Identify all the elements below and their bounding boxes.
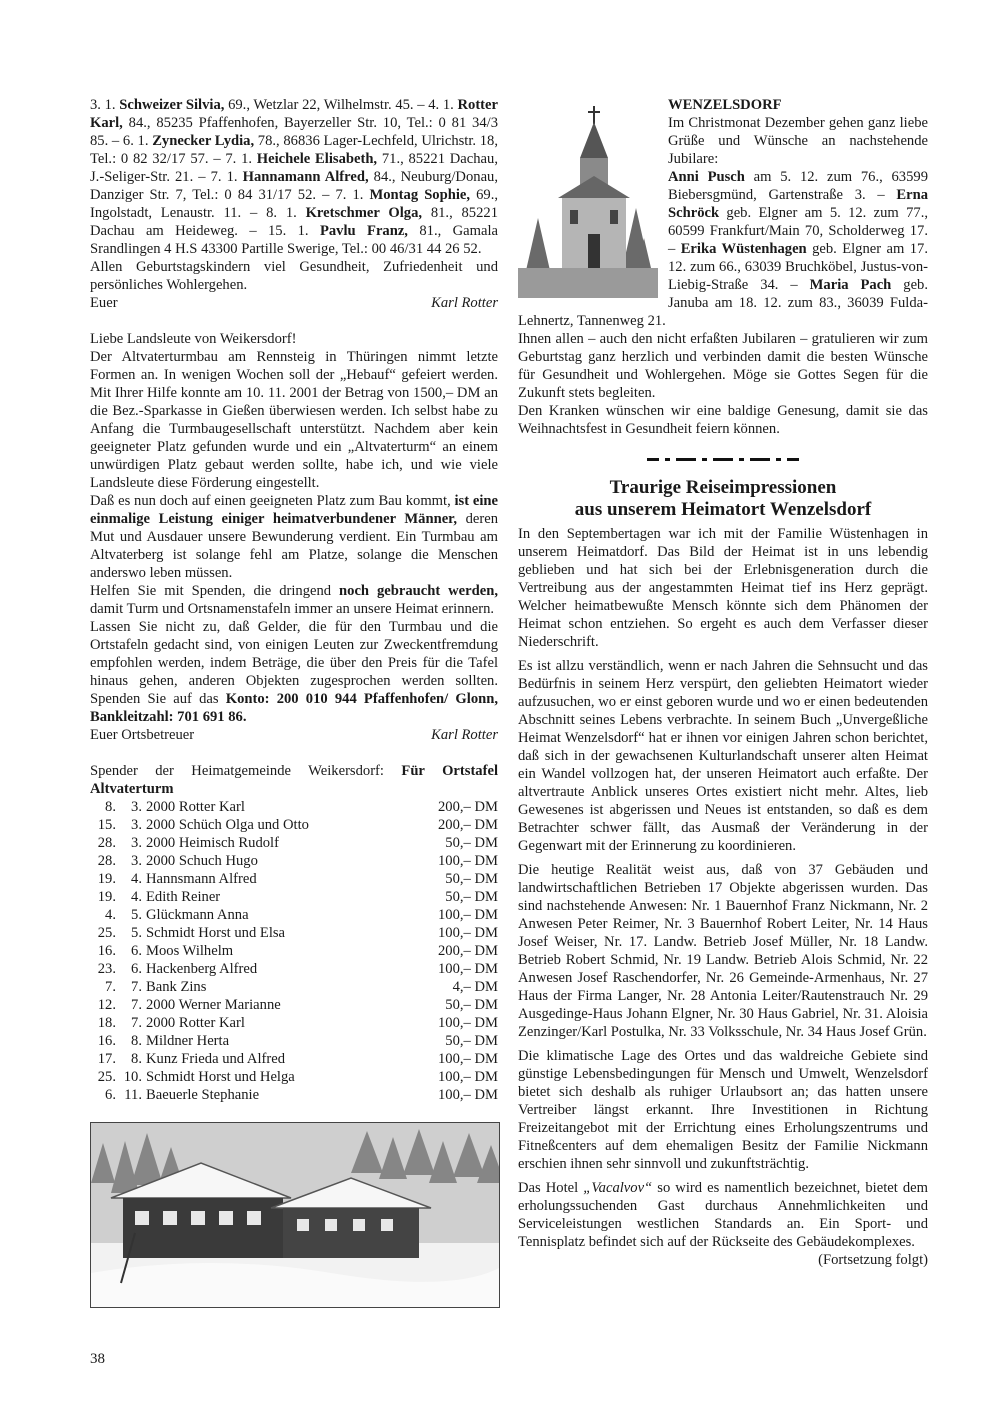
donor-amount: 50,– DM [445,889,498,905]
donor-amount: 50,– DM [445,997,498,1013]
article-title-line-1: Traurige Reiseimpressionen [609,477,837,498]
donor-month: 6. [131,943,142,959]
donor-row [90,996,498,1014]
article-title-line-2: aus unserem Heimatort Wenzelsdorf [574,499,872,520]
letter-paragraph-2: Daß es nun doch auf einen geeigneten Platz zum Bau kommt, ist eine einmalige Leistung einiger heimatverbundener Männer, deren Mut und Ausdauer unsere Bewunderung verdient. Ein Turmbau am Altvaterberg ist solange fehl am Platze, solange die Menschen anderswo leben müssen. [90,493,499,581]
donor-day: 25. [97,925,116,941]
article-paragraph-5: Das Hotel „Vacalvov“ so wird es namentlich bezeichnet, bietet dem erholungssuchenden Gast durchaus Annehmlichkeiten und Serviceleistungen westlichen Standards an. Ein Sport- und Tennisplatz befindet sich auf der Rückseite des Gebäudekomplexes. [518,1180,928,1250]
donor-row [90,1086,498,1104]
donor-name: Kunz Frieda und Alfred [146,1051,286,1067]
donor-amount: 200,– DM [438,799,498,815]
donor-amount: 100,– DM [438,1069,498,1085]
donor-month: 8. [131,1051,142,1067]
donor-amount: 100,– DM [438,1087,498,1103]
signature-1-left: Euer [90,295,118,311]
donor-row [90,1068,498,1086]
donor-day: 23. [97,961,116,977]
donor-name: Edith Reiner [146,889,221,905]
donor-day: 19. [97,889,116,905]
signature-1 [90,294,498,312]
donor-name: 2000 Rotter Karl [146,799,245,815]
donor-month: 3. [131,817,142,833]
donor-month: 3. [131,853,142,869]
donors-intro: Spender der Heimatgemeinde Weikersdorf: Für Ortstafel Altvaterturm [90,763,498,797]
donor-day: 28. [97,853,116,869]
donor-name: Schmidt Horst und Helga [146,1069,295,1085]
donor-row [90,906,498,924]
donor-row [90,942,498,960]
donor-name: 2000 Rotter Karl [146,1015,245,1031]
donor-name: 2000 Schüch Olga und Otto [146,817,309,833]
donor-amount: 200,– DM [438,943,498,959]
donor-amount: 100,– DM [438,1015,498,1031]
donor-day: 8. [105,799,116,815]
donor-amount: 4,– DM [452,979,498,995]
page-number: 38 [90,1351,105,1367]
donor-day: 19. [97,871,116,887]
donor-day: 15. [97,817,116,833]
donor-amount: 50,– DM [445,1033,498,1049]
donor-row [90,834,498,852]
donor-row [90,960,498,978]
donor-month: 3. [131,799,142,815]
article-title [518,477,928,521]
church-photo [518,98,658,298]
section-heading-wenzelsdorf: WENZELSDORF [668,97,782,113]
continued-note: (Fortsetzung folgt) [818,1252,928,1268]
donor-row [90,852,498,870]
donor-month: 3. [131,835,142,851]
donor-day: 16. [97,1033,116,1049]
donor-day: 28. [97,835,116,851]
letter-paragraph-3: Helfen Sie mit Spenden, die dringend noch gebraucht werden, damit Turm und Ortsnamenstafeln immer an unsere Heimat erinnern. [90,583,498,617]
donor-amount: 50,– DM [445,835,498,851]
donor-row [90,798,498,816]
article-paragraph-3: Die heutige Realität weist aus, daß von 37 Gebäuden und landwirtschaftlichen Betrieben 17 Objekte abgerissen wurden. Das sind nachstehende Anwesen: Nr. 1 Bauernhof Franz Nickmann, Nr. 2 Anwesen Peter Reimer, Nr. 3 Bauernhof Robert Leiter, Nr. 14 Haus Josef Weiser, Nr. 17. Landw. Betrieb Josef Müller, Nr. 18 Landw. Betrieb Robert Schmid, Nr. 19 Landw. Betrieb Alois Schmid, Nr. 22 Anwesen Josef Raschendorfer, Nr. 26 Gemeinde-Armenhaus, Nr. 27 Haus der Firma Langer, Nr. 28 Antonia Leiter/Rautenstrauch Nr. 29 Ausgedinge-Haus Johann Elgner, Nr. 30 Haus Gabriel, Nr. 31. Aloisia Zenzinger/Karl Postulka, Nr. 33 Volksschule, Nr. 34 Haus Josef Grün. [518,862,928,1040]
letter-greeting: Liebe Landsleute von Weikersdorf! [90,331,297,347]
donor-month: 6. [131,961,142,977]
donor-day: 17. [97,1051,116,1067]
donor-name: Baeuerle Stephanie [146,1087,260,1103]
left-column [90,96,498,1313]
donor-day: 18. [97,1015,116,1031]
donor-month: 4. [131,871,142,887]
donor-name: 2000 Schuch Hugo [146,853,258,869]
donor-month: 7. [131,997,142,1013]
donor-month: 8. [131,1033,142,1049]
donor-amount: 100,– DM [438,853,498,869]
donor-name: Mildner Herta [146,1033,230,1049]
article-paragraph-2: Es ist allzu verständlich, wenn er nach Jahren die Sehnsucht und das Bedürfnis in seinem Herz verspürt, den geliebten Heimatort wieder aufzusuchen, wo er einst geboren wurde und wo er einen bedeutenden Abschnitt seines Lebens verbrachte. In seinem Buch „Unvergeßliche Heimat Wenzelsdorf“ hat er ihnen vor einigen Jahren schon berichtet, daß sich in der gewachsenen Kulturlandschaft unserer alten Heimat ein Wandel vollzogen hat, der unseren Heimatort auch erfaßte. Der altvertraute Anblick unseres Ortes existiert nicht mehr. Altes, lieb Gewesenes ist abgerissen und Neues ist entstanden, so daß es dem Betrachter schwer fällt, das Ausmaß der Veränderung in der Gegenwart mit der Erinnerung zu koordinieren. [518,658,928,854]
donor-name: Bank Zins [146,979,207,995]
donor-day: 6. [105,1087,116,1103]
donor-name: Schmidt Horst und Elsa [146,925,286,941]
donor-amount: 200,– DM [438,817,498,833]
donor-amount: 100,– DM [438,925,498,941]
jubilare-list: Anni Pusch am 5. 12. zum 76., 63599 Biebersgmünd, Gartenstraße 3. – Erna Schröck geb. Elgner am 5. 12. zum 77., 60599 Frankfurt/Main 70, Scholderweg 17. – Erika Wüstenhagen geb. Elgner am 17. 12. zum 66., 63039 Bruchköbel, Justus-von-Liebig-Straße 34. – Maria Pach geb. Januba am 18. 12. zum 83., 36039 Fulda-Lehnertz, Tannenweg 21. [518,169,928,329]
donor-row [90,870,498,888]
right-column [518,96,928,1269]
donor-month: 5. [131,925,142,941]
donor-amount: 100,– DM [438,961,498,977]
letter-paragraph-1: Der Altvaterturmbau am Rennsteig in Thüringen nimmt letzte Formen an. In wenigen Wochen soll der „Hebauf“ gefeiert werden. Mit Ihrer Hilfe konnte am 10. 11. 2001 der Betrag von 1500,– DM an die Bez.-Sparkasse in Gießen überwiesen werden. Ich selbst habe zu Anfang die Turmbaugesellschaft unterstützt. Nachdem aber kein geeigneter Platz gefunden wurde und ein „Altvaterturm“ an einem unwürdigen Platz gebaut werden sollte, habe ich, und wie viele Landsleute diese Förderung eingestellt. [90,349,498,491]
donor-row [90,1032,498,1050]
birthday-list: 3. 1. Schweizer Silvia, 69., Wetzlar 22, Wilhelmstr. 45. – 4. 1. Rotter Karl, 84., 85235 Pfaffenhofen, Bayerzeller Str. 10, Tel.: 0 81 34/3 85. – 6. 1. Zynecker Lydia, 78., 86836 Lager-Lechfeld, Ulrichstr. 18, Tel.: 0 82 32/17 57. – 7. 1. Heichele Elisabeth, 71., 85221 Dachau, J.-Seliger-Str. 21. – 7. 1. Hannamann Alfred, 84., Neuburg/Donau, Danziger Str. 7, Tel.: 0 84 31/17 52. – 7. 1. Montag Sophie, 69., Ingolstadt, Lenaustr. 11. – 8. 1. Kretschmer Olga, 81., 85221 Dachau am Heideweg. – 15. 1. Pavlu Franz, 81., Gamala Srandlingen 4 H.S 43300 Partille Swerige, Tel.: 00 46/31 44 26 52. [90,97,498,257]
jubilare-congratulations: Ihnen allen – auch den nicht erfaßten Jubilaren – gratulieren wir zum Geburtstag ganz herzlich und verbinden damit die besten Wünsche für Gesundheit und Wohlergehen. Möge sie Gottes Segen für die Zukunft stets begleiten. [518,331,928,401]
article-paragraph-1: In den Septembertagen war ich mit der Familie Wüstenhagen in unserem Heimatdorf. Das Bild der Heimat ist in uns lebendig geblieben und hat sich bei der Erlebnisgeneration durch die Vertreibung aus der angestammten Heimat tief ins Herz geprägt. Welcher heimatbewußte Mensch könnte sich dem Phänomen der Heimat schon entziehen. So ergeht es auch dem Verfasser dieser Niederschrift. [518,526,928,650]
donor-name: 2000 Werner Marianne [146,997,281,1013]
donor-name: Moos Wilhelm [146,943,234,959]
jubilare-intro: Im Christmonat Dezember gehen ganz liebe Grüße und Wünsche an nachstehende Jubilare: [668,115,928,167]
jubilare-get-well: Den Kranken wünschen wir eine baldige Genesung, damit sie das Weihnachtsfest in Gesundheit feiern können. [518,403,928,437]
donor-day: 4. [105,907,116,923]
donor-row [90,816,498,834]
donor-amount: 100,– DM [438,1051,498,1067]
signature-2 [90,726,498,744]
donor-amount: 50,– DM [445,871,498,887]
donor-name: Hannsmann Alfred [146,871,257,887]
birthday-wishes: Allen Geburtstagskindern viel Gesundheit, Zufriedenheit und persönliches Wohlergehen. [90,259,498,293]
letter-paragraph-4: Lassen Sie nicht zu, daß Gelder, die für den Turmbau und die Ortstafeln gedacht sind, von einigen Leuten zur Zweckentfremdung empfohlen werden, indem Beträge, die über den Preis für die Tafel hinaus gehen, anderen Objekten zugesprochen werden sollten. Spenden Sie auf das Konto: 200 010 944 Pfaffenhofen/ Glonn, Bankleitzahl: 701 691 86. [90,619,498,725]
donor-month: 4. [131,889,142,905]
donor-month: 11. [124,1087,142,1103]
donor-row [90,1050,498,1068]
section-divider [518,458,928,461]
donor-day: 12. [97,997,116,1013]
winter-house-photo [90,1122,500,1308]
donor-day: 7. [105,979,116,995]
donor-month: 7. [131,1015,142,1031]
donor-month: 7. [131,979,142,995]
donor-row [90,978,498,996]
signature-2-left: Euer Ortsbetreuer [90,727,195,743]
donors-table [90,798,498,1104]
donor-row [90,1014,498,1032]
donor-month: 5. [131,907,142,923]
signature-1-author: Karl Rotter [431,295,498,311]
article-paragraph-4: Die klimatische Lage des Ortes und das waldreiche Gebiete sind günstige Lebensbedingungen für Mensch und Umwelt, Wenzelsdorf bietet sich deshalb als ruhiger Urlaubsort an; das hatten unsere Vertreiber längst erkannt. Ihre Investitionen in Richtung Freizeitangebot mit der Errichtung eines Erholungszentrums und Fitneßcenters auf dem ehemaligen Besitz der Familie Nickmann erschien ihnen sehr sinnvoll und zukunftsträchtig. [518,1048,928,1172]
signature-2-author: Karl Rotter [431,727,498,743]
donor-name: Hackenberg Alfred [146,961,258,977]
donor-day: 25. [97,1069,116,1085]
donor-name: 2000 Heimisch Rudolf [146,835,279,851]
donor-amount: 100,– DM [438,907,498,923]
donor-row [90,888,498,906]
donor-row [90,924,498,942]
donor-day: 16. [97,943,116,959]
donor-name: Glückmann Anna [146,907,249,923]
donor-month: 10. [123,1069,142,1085]
